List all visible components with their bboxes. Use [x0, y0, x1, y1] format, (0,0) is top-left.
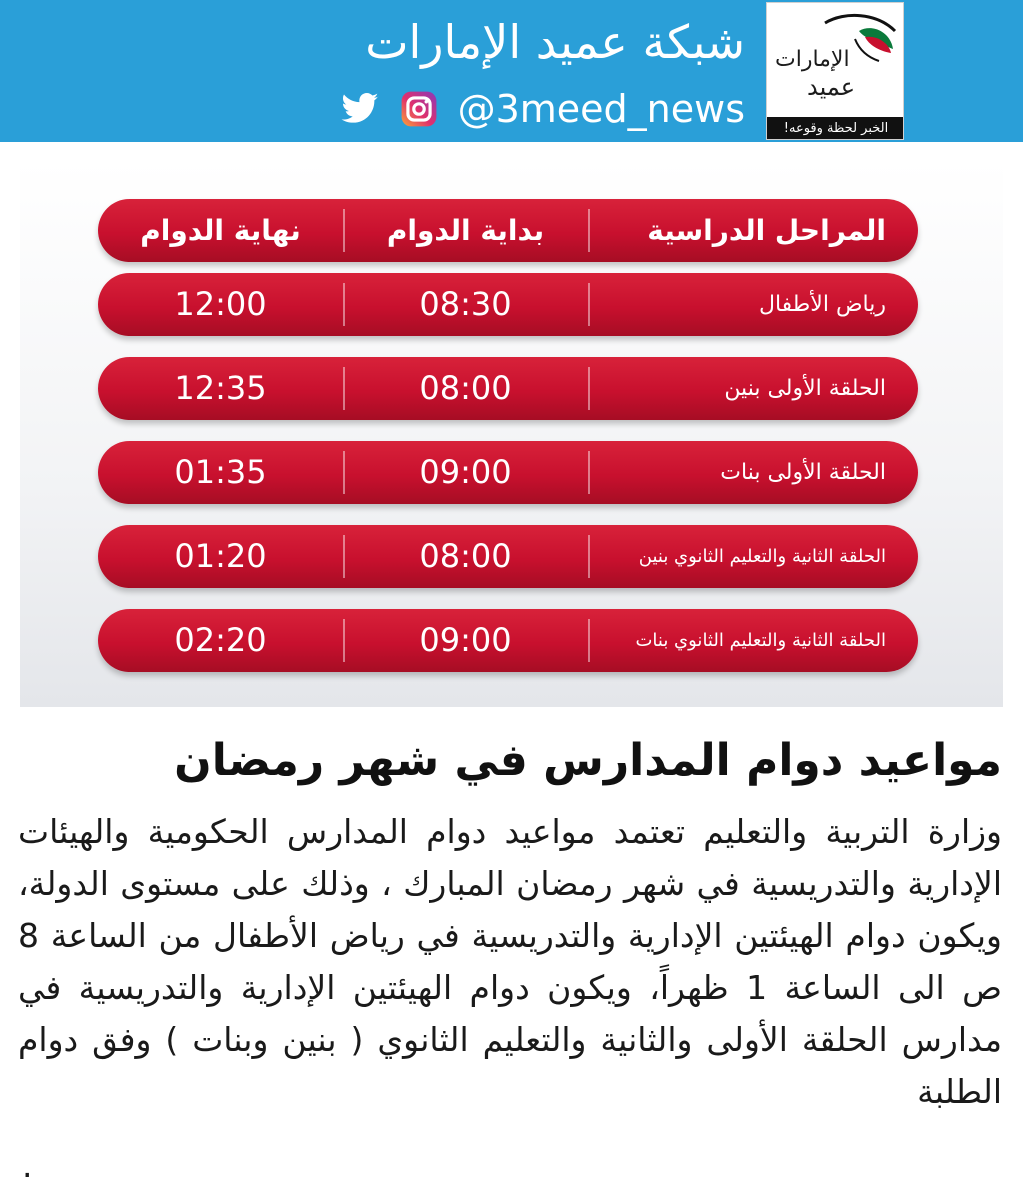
start-time: 09:00	[419, 453, 512, 491]
stage-name: الحلقة الثانية والتعليم الثانوي بنين	[638, 546, 886, 567]
article-trailing-dot: .	[22, 1146, 33, 1185]
timetable-row	[98, 609, 918, 672]
header-banner	[0, 0, 1023, 142]
end-time: 02:20	[174, 621, 267, 659]
network-title: شبكة عميد الإمارات	[365, 15, 745, 69]
logo-line1: الإمارات	[775, 47, 850, 72]
article-title: مواعيد دوام المدارس في شهر رمضان	[174, 735, 1002, 786]
timetable-card	[20, 161, 1003, 707]
header-end-time: نهاية الدوام	[140, 214, 301, 247]
twitter-handle[interactable]: @3meed_news	[457, 87, 745, 131]
stage-name: الحلقة الثانية والتعليم الثانوي بنات	[635, 630, 886, 651]
timetable-header-row	[98, 199, 918, 262]
social-handle-row	[340, 84, 745, 134]
start-time: 08:00	[419, 537, 512, 575]
logo-line2: عميد	[807, 73, 856, 101]
end-time: 12:00	[174, 285, 267, 323]
stage-name: رياض الأطفال	[758, 292, 886, 317]
timetable-row	[98, 357, 918, 420]
timetable-row	[98, 273, 918, 336]
stage-name: الحلقة الأولى بنين	[724, 376, 886, 401]
article-body: وزارة التربية والتعليم تعتمد مواعيد دوام المدارس الحكومية والهيئات الإدارية والتدريسية في شهر رمضان المبارك ، وذلك على مستوى الدولة، ويكون دوام الهيئتين الإدارية والتدريسية في رياض الأطفال من الساعة 8 ص الى الساعة 1 ظهراً، ويكون دوام الهيئتين الإدارية والتدريسية في مدارس الحلقة الأولى والثانية والتعليم الثانوي ( بنين وبنات ) وفق دوام الطلبة	[18, 812, 1002, 1111]
instagram-icon[interactable]	[400, 90, 438, 128]
start-time: 09:00	[419, 621, 512, 659]
timetable-row	[98, 525, 918, 588]
start-time: 08:30	[419, 285, 512, 323]
end-time: 01:35	[174, 453, 267, 491]
twitter-icon[interactable]	[340, 89, 380, 129]
logo-tagline: الخبر لحظة وقوعه!	[767, 117, 904, 140]
stage-name: الحلقة الأولى بنات	[720, 460, 886, 485]
end-time: 12:35	[174, 369, 267, 407]
brand-logo	[766, 2, 904, 140]
end-time: 01:20	[174, 537, 267, 575]
timetable-row	[98, 441, 918, 504]
header-stage: المراحل الدراسية	[647, 214, 886, 247]
header-start-time: بداية الدوام	[386, 214, 545, 247]
start-time: 08:00	[419, 369, 512, 407]
